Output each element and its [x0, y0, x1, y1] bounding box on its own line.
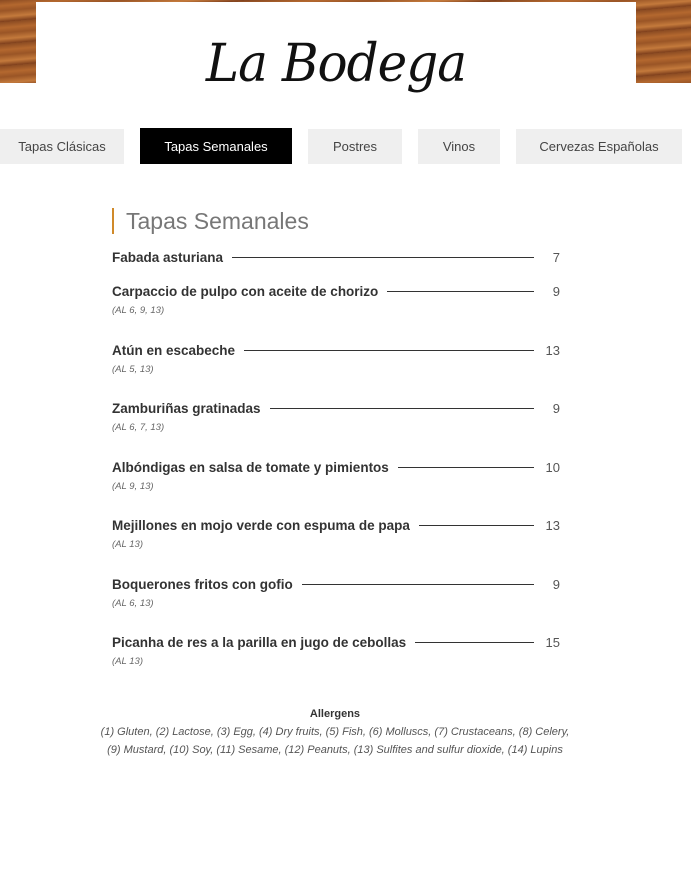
tab-vinos[interactable]: Vinos — [418, 129, 500, 164]
item-price: 9 — [552, 401, 560, 416]
menu-item — [112, 284, 560, 316]
item-allergens: (AL 6, 7, 13) — [112, 422, 165, 433]
leader-line — [419, 525, 534, 526]
allergens-text: (1) Gluten, (2) Lactose, (3) Egg, (4) Dry fruits, (5) Fish, (6) Molluscs, (7) Crustaceans, (8) Celery, (9) Mustard, (10) Soy, (11) Sesame, (12) Peanuts, (13) Sulfites and sulfur dioxide, (14) Lupins — [100, 726, 570, 756]
item-allergens: (AL 13) — [112, 539, 143, 550]
leader-line — [270, 408, 534, 409]
item-allergens: (AL 6, 13) — [112, 598, 154, 609]
item-price: 9 — [552, 284, 560, 299]
tab-cervezas-espanolas[interactable]: Cervezas Españolas — [516, 129, 682, 164]
leader-line — [387, 291, 534, 292]
menu-item-row — [112, 284, 560, 299]
item-name: Picanha de res a la parilla en jugo de cebollas — [112, 635, 407, 650]
item-name: Carpaccio de pulpo con aceite de chorizo — [112, 284, 379, 299]
menu-item-row — [112, 635, 560, 650]
leader-line — [398, 467, 534, 468]
allergens-title: Allergens — [309, 708, 361, 720]
item-name: Boquerones fritos con gofio — [112, 577, 293, 592]
menu-item — [112, 250, 560, 265]
item-allergens: (AL 9, 13) — [112, 481, 154, 492]
menu-item — [112, 460, 560, 492]
item-price: 7 — [552, 250, 560, 265]
menu-item — [112, 577, 560, 609]
menu-item — [112, 401, 560, 433]
item-name: Albóndigas en salsa de tomate y pimientos — [112, 460, 389, 475]
tab-tapas-semanales[interactable]: Tapas Semanales — [140, 128, 292, 164]
leader-line — [415, 642, 534, 643]
menu-item-row — [112, 577, 560, 592]
leader-line — [244, 350, 534, 351]
menu-item — [112, 635, 560, 667]
leader-line — [302, 584, 534, 585]
logo[interactable]: La Bodega — [205, 32, 467, 94]
item-name: Atún en escabeche — [112, 343, 236, 358]
header-panel — [36, 2, 636, 92]
item-allergens: (AL 5, 13) — [112, 364, 154, 375]
menu-item — [112, 343, 560, 375]
menu-item-row — [112, 250, 560, 265]
menu-item — [112, 518, 560, 550]
item-price: 9 — [552, 577, 560, 592]
item-allergens: (AL 6, 9, 13) — [112, 305, 165, 316]
item-price: 13 — [545, 518, 560, 533]
item-name: Mejillones en mojo verde con espuma de papa — [112, 518, 410, 533]
item-price: 13 — [545, 343, 560, 358]
item-name: Fabada asturiana — [112, 250, 224, 265]
item-allergens: (AL 13) — [112, 656, 143, 667]
item-name: Zamburiñas gratinadas — [112, 401, 261, 416]
tab-postres[interactable]: Postres — [308, 129, 402, 164]
tab-tapas-clasicas[interactable]: Tapas Clásicas — [0, 129, 124, 164]
menu-item-row — [112, 343, 560, 358]
section-title: Tapas Semanales — [112, 208, 309, 234]
allergens-legend — [100, 705, 570, 759]
menu-item-row — [112, 518, 560, 533]
menu-item-row — [112, 401, 560, 416]
menu-item-row — [112, 460, 560, 475]
item-price: 10 — [545, 460, 560, 475]
leader-line — [232, 257, 534, 258]
item-price: 15 — [545, 635, 560, 650]
